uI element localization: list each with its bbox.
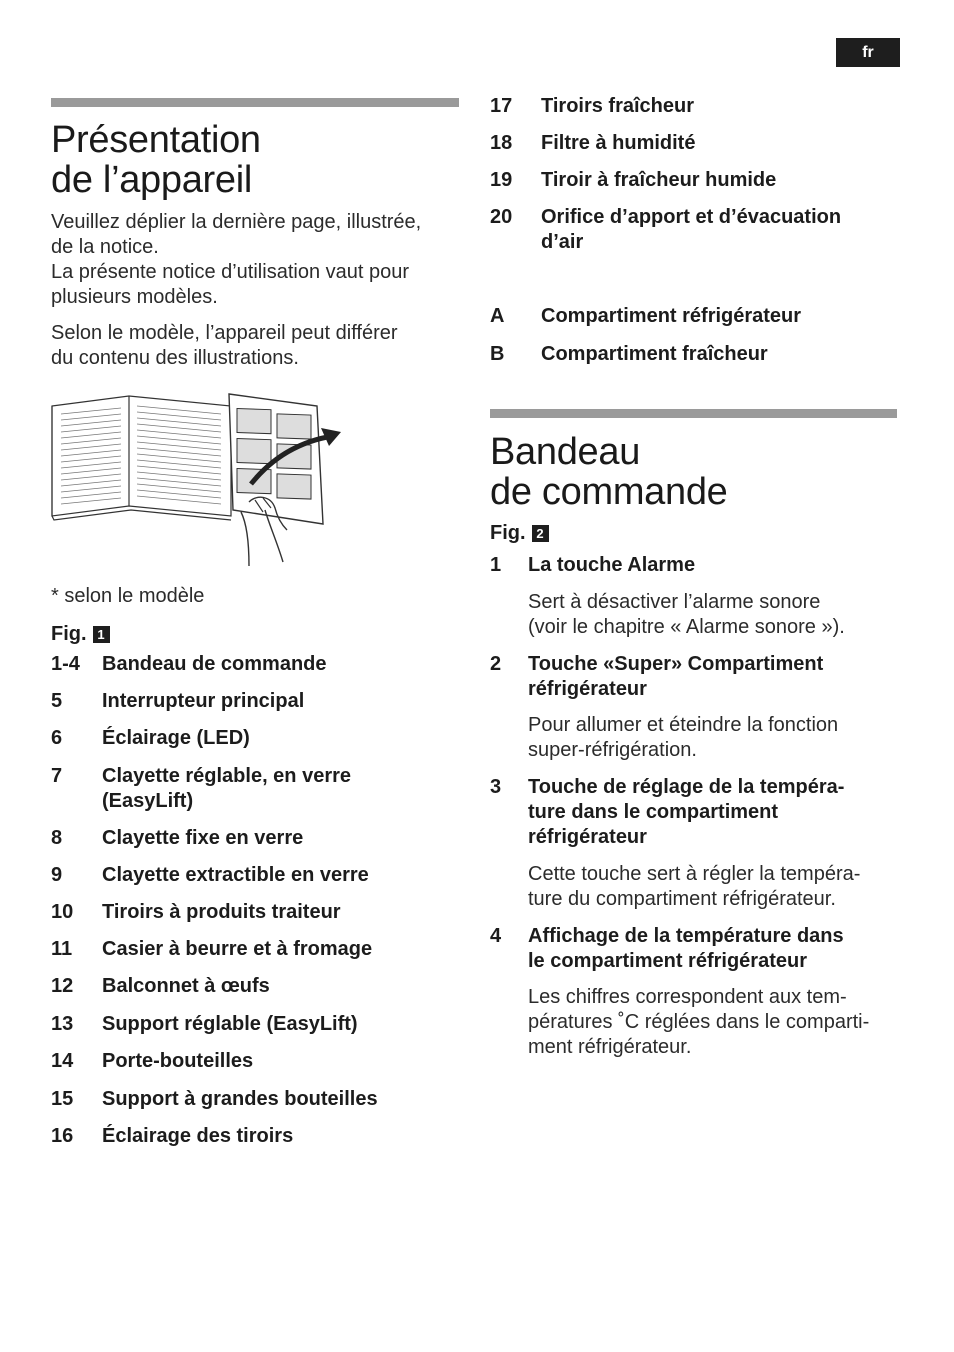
title-line: de l’appareil: [51, 159, 253, 201]
item-heading: ture dans le compartiment: [528, 801, 779, 823]
item-number: 15: [51, 1088, 74, 1110]
item-label: Clayette extractible en verre: [102, 864, 369, 886]
item-number: 9: [51, 864, 63, 886]
item-label: Support à grandes bouteilles: [102, 1088, 378, 1110]
item-number: 1-4: [51, 653, 80, 675]
list-item: [51, 652, 451, 677]
item-label: Interrupteur principal: [102, 690, 305, 712]
list-item: [490, 94, 910, 119]
item-label: d’air: [541, 231, 584, 253]
text-line: La présente notice d’utilisation vaut pour: [51, 261, 410, 283]
item-label: Compartiment fraîcheur: [541, 343, 768, 365]
item-heading: Touche «Super» Compartiment: [528, 653, 824, 675]
figure-number-badge: 2: [532, 525, 549, 542]
item-description: [528, 862, 860, 912]
item-heading: La touche Alarme: [528, 554, 696, 576]
figure-reference: [490, 521, 549, 545]
item-label: Compartiment réfrigérateur: [541, 305, 802, 327]
item-number: 6: [51, 727, 63, 749]
figure-reference: [51, 622, 110, 646]
item-number: 18: [490, 132, 513, 154]
intro-paragraph: [51, 210, 421, 310]
text-line: du contenu des illustrations.: [51, 347, 299, 369]
item-number: 19: [490, 169, 513, 191]
text-line: pératures ˚C réglées dans le comparti-: [528, 1011, 870, 1033]
list-item: [51, 1087, 451, 1112]
text-line: Sert à désactiver l’alarme sonore: [528, 591, 821, 613]
item-label: Filtre à humidité: [541, 132, 696, 154]
footnote-text: * selon le modèle: [51, 585, 205, 607]
item-number: 13: [51, 1013, 74, 1035]
text-line: Les chiffres correspondent aux tem-: [528, 986, 847, 1008]
item-label: Tiroir à fraîcheur humide: [541, 169, 777, 191]
section-rule: [51, 98, 459, 107]
list-item: [51, 826, 451, 851]
item-heading: Touche de réglage de la tempéra-: [528, 776, 845, 798]
item-label: Bandeau de commande: [102, 653, 327, 675]
item-number: 20: [490, 206, 513, 228]
item-label: Tiroirs à produits traiteur: [102, 901, 341, 923]
text-line: super-réfrigération.: [528, 739, 697, 761]
item-label: Clayette fixe en verre: [102, 827, 304, 849]
item-label: Tiroirs fraîcheur: [541, 95, 695, 117]
item-number: 11: [51, 938, 73, 960]
control-item: [490, 652, 910, 702]
item-label: Éclairage des tiroirs: [102, 1125, 294, 1147]
item-number: 16: [51, 1125, 74, 1147]
fold-out-page-illustration: [51, 384, 351, 569]
item-number: 17: [490, 95, 513, 117]
item-number: B: [490, 343, 505, 365]
footnote: [51, 584, 204, 609]
text-line: Selon le modèle, l’appareil peut différer: [51, 322, 398, 344]
list-item: [490, 131, 910, 156]
item-label: Balconnet à œufs: [102, 975, 270, 997]
variant-paragraph: [51, 321, 398, 371]
list-item: [51, 1012, 451, 1037]
language-badge: fr: [836, 38, 900, 67]
title-line: Présentation: [51, 119, 261, 161]
item-number: 1: [490, 554, 502, 576]
text-line: Cette touche sert à régler la tempéra-: [528, 863, 861, 885]
list-item: [51, 689, 451, 714]
item-number: 3: [490, 776, 502, 798]
figure-number-badge: 1: [93, 626, 110, 643]
item-number: 8: [51, 827, 63, 849]
list-item: [51, 764, 451, 814]
list-item: [51, 937, 451, 962]
text-line: ment réfrigérateur.: [528, 1036, 692, 1058]
item-number: 10: [51, 901, 74, 923]
item-number: 5: [51, 690, 63, 712]
control-item: [490, 924, 910, 974]
text-line: Veuillez déplier la dernière page, illustrée,: [51, 211, 422, 233]
item-description: [528, 713, 838, 763]
list-item: [490, 205, 910, 255]
section-title-presentation: [51, 120, 261, 200]
text-line: Pour allumer et éteindre la fonction: [528, 714, 839, 736]
title-line: Bandeau: [490, 431, 641, 473]
item-heading: réfrigérateur: [528, 678, 647, 700]
item-label: Casier à beurre et à fromage: [102, 938, 373, 960]
item-label: Orifice d’apport et d’évacuation: [541, 206, 842, 228]
list-item: [490, 304, 910, 329]
item-label: Support réglable (EasyLift): [102, 1013, 358, 1035]
item-heading: réfrigérateur: [528, 826, 647, 848]
item-heading: Affichage de la température dans: [528, 925, 844, 947]
item-label: (EasyLift): [102, 790, 194, 812]
text-line: (voir le chapitre « Alarme sonore »).: [528, 616, 845, 638]
item-number: 4: [490, 925, 502, 947]
item-label: Éclairage (LED): [102, 727, 250, 749]
list-item: [51, 900, 451, 925]
item-label: Clayette réglable, en verre: [102, 765, 352, 787]
section-title-control-panel: [490, 432, 728, 512]
figure-label: Fig.: [490, 522, 526, 544]
list-item: [490, 168, 910, 193]
text-line: plusieurs modèles.: [51, 286, 218, 308]
list-item: [51, 1049, 451, 1074]
item-heading: le compartiment réfrigérateur: [528, 950, 807, 972]
item-number: 12: [51, 975, 74, 997]
item-number: 2: [490, 653, 502, 675]
item-description: [528, 985, 869, 1060]
item-number: A: [490, 305, 505, 327]
text-line: ture du compartiment réfrigérateur.: [528, 888, 836, 910]
list-item: [51, 726, 451, 751]
section-rule: [490, 409, 897, 418]
item-label: Porte-bouteilles: [102, 1050, 254, 1072]
figure-label: Fig.: [51, 623, 87, 645]
text-line: de la notice.: [51, 236, 159, 258]
list-item: [51, 974, 451, 999]
item-number: 14: [51, 1050, 74, 1072]
control-item: [490, 775, 910, 850]
list-item: [490, 342, 910, 367]
list-item: [51, 1124, 451, 1149]
list-item: [51, 863, 451, 888]
item-number: 7: [51, 765, 63, 787]
control-item: [490, 553, 910, 578]
item-description: [528, 590, 845, 640]
title-line: de commande: [490, 471, 728, 513]
